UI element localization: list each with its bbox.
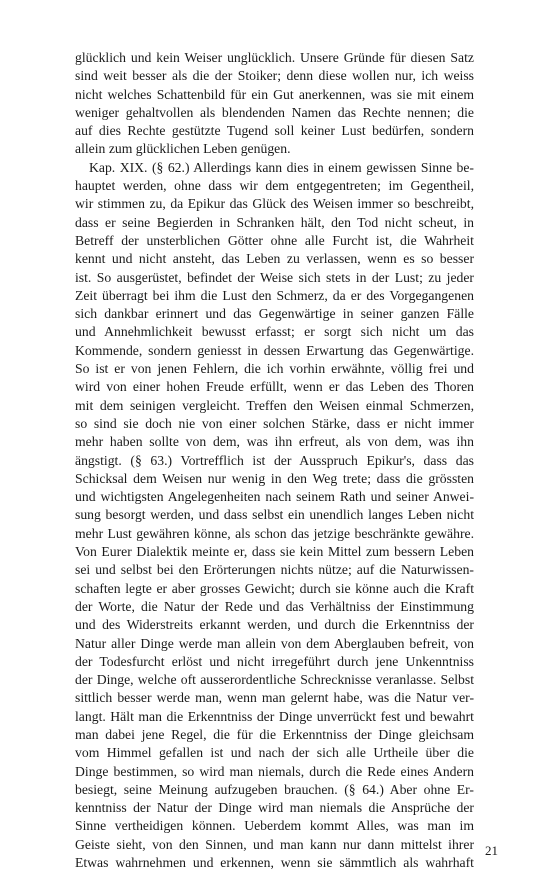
text-line: Betreff der unsterblichen Götter ohne alle Furcht ist, die Wahrheit [75,232,474,248]
text-line: sind weit besser als die der Stoiker; denn diese wollen nur, ich weiss [75,68,474,84]
text-line: der Dinge, welche oft ausserordentliche Schrecknisse veranlasse. Selbst [75,672,474,688]
text-line: ist. So ausgerüstet, befindet der Weise sich stets in der Lust; zu jeder [75,269,474,285]
text-line: kennt und nicht ansteht, das Leben zu verlassen, wenn es so besser [75,251,474,267]
text-line: langt. Hält man die Erkenntniss der Dinge unverrückt fest und bewahrt [75,708,474,724]
text-line: Kommende, sondern geniesst in dessen Erwartung das Gegenwärtige. [75,342,474,358]
text-line: schaften legte er aber grosses Gewicht; durch sie könne auch die Kraft [75,580,474,596]
text-line: Zeit überragt bei ihm die Lust den Schmerz, da er des Vorgegangenen [75,287,474,303]
text-line: ängstigt. (§ 63.) Vortrefflich ist der Ausspruch Epikur's, dass das [75,452,474,468]
text-line: und des Widerstreits erkannt werden, und durch die Erkenntniss der [75,617,474,633]
text-line: sich dankbar erinnert und das Gegenwärtige in seiner ganzen Fälle [75,306,474,322]
text-line: Schicksal dem Weisen nur wenig in den Weg trete; dass die grössten [75,470,474,486]
text-line: sei und selbst bei den Erörterungen nichts nütze; auf die Naturwissen- [75,562,474,578]
text-line: so sind sie doch nie von einer solchen Stärke, dass er nicht immer [75,415,474,431]
text-line: Kap. XIX. (§ 62.) Allerdings kann dies in einem gewissen Sinne be- [89,159,474,175]
text-line: auf dies Rechte gestützte Tugend soll keiner Lust bedürfen, sondern [75,123,474,139]
text-line: dass er seine Begierden in Schranken hält, den Tod nicht scheut, in [75,214,474,230]
paragraph [75,49,474,159]
text-line: vom Himmel gefallen ist und nach der sich alle Urtheile über die [75,745,474,761]
text-line: mehr Lust gewähren könne, als schon das jetzige beschränkte gewähre. [75,525,474,541]
text-line: Geiste sieht, von den Sinnen, und man kann nur dann mittelst ihrer [75,836,474,852]
text-line: weniger gehaltvollen als blendenden Namen das Rechte nennen; die [75,104,474,120]
text-line: Etwas wahrnehmen und erkennen, wenn sie sämmtlich als wahrhaft [75,855,474,871]
text-line: man dabei jene Regel, die für die Erkenntniss der Dinge gleichsam [75,726,474,742]
text-line: sung besorgt werden, und dass selbst ein unendlich langes Leben nicht [75,507,474,523]
text-line: hauptet werden, ohne dass wir dem entgegentreten; im Gegentheil, [75,178,474,194]
text-line: der Todesfurcht erlöst und nicht irregeführt durch jene Unkenntniss [75,653,474,669]
text-line: nicht welches Schattenbild für ein Gut anerkennen, was sie mit einem [75,86,474,102]
body-text [75,49,474,872]
text-line: und Annehmlichkeit bewusst erfasst; er sorgt sich nicht um das [75,324,474,340]
text-line: wird von einer hohen Freude erfüllt, wenn er das Leben des Thoren [75,379,474,395]
text-line: und wichtigsten Angelegenheiten nach seinem Rath und seiner Anwei- [75,489,474,505]
text-line: wir stimmen zu, da Epikur das Glück des Weisen immer so beschreibt, [75,196,474,212]
text-line: glücklich und kein Weiser unglücklich. Unsere Gründe für diesen Satz [75,50,474,65]
text-line: der Worte, die Natur der Rede und das Verhältniss der Einstimmung [75,598,474,614]
paragraph [75,159,474,873]
text-line: Sinne vertheidigen können. Ueberdem kommt Alles, was man im [75,818,474,834]
text-line: Dinge bestimmen, so wird man niemals, durch die Rede eines Andern [75,763,474,779]
text-line: mit dem seinigen vergleicht. Treffen den Weisen einmal Schmerzen, [75,397,474,413]
text-line: So ist er von jenen Fehlern, die ich vorhin erwähnte, völlig frei und [75,361,474,377]
text-line: besiegt, seine Meinung aufzugeben brauchen. (§ 64.) Aber ohne Er- [75,781,474,797]
text-line: allein zum glücklichen Leben genügen. [75,141,291,157]
text-line: Von Eurer Dialektik meinte er, dass sie kein Mittel zum bessern Leben [75,544,474,560]
text-line: kenntniss der Natur der Dinge wird man niemals die Ansprüche der [75,800,474,816]
page-number: 21 [485,843,498,858]
text-line: mehr haben sollte von dem, was ihn erfreut, als von dem, was ihn [75,434,474,450]
text-line: sittlich besser werde man, wenn man gelernt habe, was die Natur ver- [75,690,474,706]
text-line: Natur aller Dinge werde man allein von dem Aberglauben befreit, von [75,635,474,651]
